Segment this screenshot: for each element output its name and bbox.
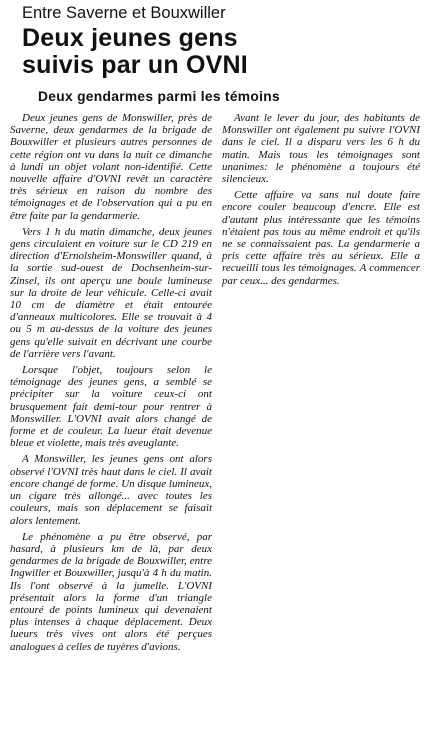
article-subhead: Deux gendarmes parmi les témoins [38,89,280,104]
paragraph-5: Le phénomène a pu être observé, par hasard, à plusieurs km de là, par deux gendarmes de la brigade de Bouxwiller, entre Ingwiller et Bouxwiller, jusqu'à 4 h du matin. Ils l'ont observé à la jumelle. L'OVNI présentait alors la forme d'un triangle entouré de points lumineux qui devenaient plus intenses à chaque déplacement. Deux lueurs très vives ont alors été perçues analogues à celles de tuyères d'avions. [10,530,212,653]
headline-line-1: Deux jeunes gens [22,24,238,52]
headline-line-2: suivis par un OVNI [22,51,248,79]
paragraph-1: Deux jeunes gens de Monswiller, près de Saverne, deux gendarmes de la brigade de Bouxwiller et plusieurs autres personnes de cette région ont vu dans la nuit ce dimanche à lundi un objet volant non-identifié. Cette nouvelle affaire d'OVNI revêt un caractère très sérieux en raison du nombre des témoignages et de l'observation qui a pu en être faite par la gendarmerie. [10,112,212,222]
paragraph-2: Vers 1 h du matin dimanche, deux jeunes gens circulaient en voiture sur le CD 219 en direction d'Ernolsheim-Monswiller quand, à la sortie sud-ouest de Dochsenheim-sur-Zinsel, ils ont aperçu une boule lumineuse sur la droite de leur véhicule. Celle-ci avait 10 cm de diamètre et était entourée d'anneaux multicolores. Elle se trouvait à 4 ou 5 m au-dessus de la voiture des jeunes gens qu'elle suivait en décrivant une courbe de l'arrière vers l'avant. [10,225,212,360]
article-kicker: Entre Saverne et Bouxwiller [22,4,226,22]
paragraph-6: Avant le lever du jour, des habitants de Monswiller ont également pu suivre l'OVNI dans le ciel. Il a disparu vers les 6 h du matin. Mais tous les témoignages sont unanimes: le phénomène a toujours été silencieux. [222,112,420,186]
column-right [222,112,420,287]
paragraph-4: A Monswiller, les jeunes gens ont alors observé l'OVNI très haut dans le ciel. Il avait encore changé de forme. Un disque lumineux, un cigare très allongé... avec toutes les couleurs, mais son déplacement se faisait alors lentement. [10,453,212,527]
article-headline [22,25,422,79]
paragraph-3: Lorsque l'objet, toujours selon le témoignage des jeunes gens, a semblé se précipiter sur la voiture ceux-ci ont brusquement fait demi-tour pour rentrer à Monswiller. L'OVNI avait alors changé de forme et de couleur. La lueur était devenue bleue et violette, mais très aveuglante. [10,364,212,450]
column-left [10,112,212,653]
paragraph-7: Cette affaire va sans nul doute faire encore couler beaucoup d'encre. Elle est d'autant plus intéressante que les témoins n'étaient pas tous au même endroit et qu'ils ne se connaissaient pas. La gendarmerie a pris cette affaire très au sérieux. Elle a recueilli tous les témoignages. A commencer par ceux... des gendarmes. [222,189,420,287]
